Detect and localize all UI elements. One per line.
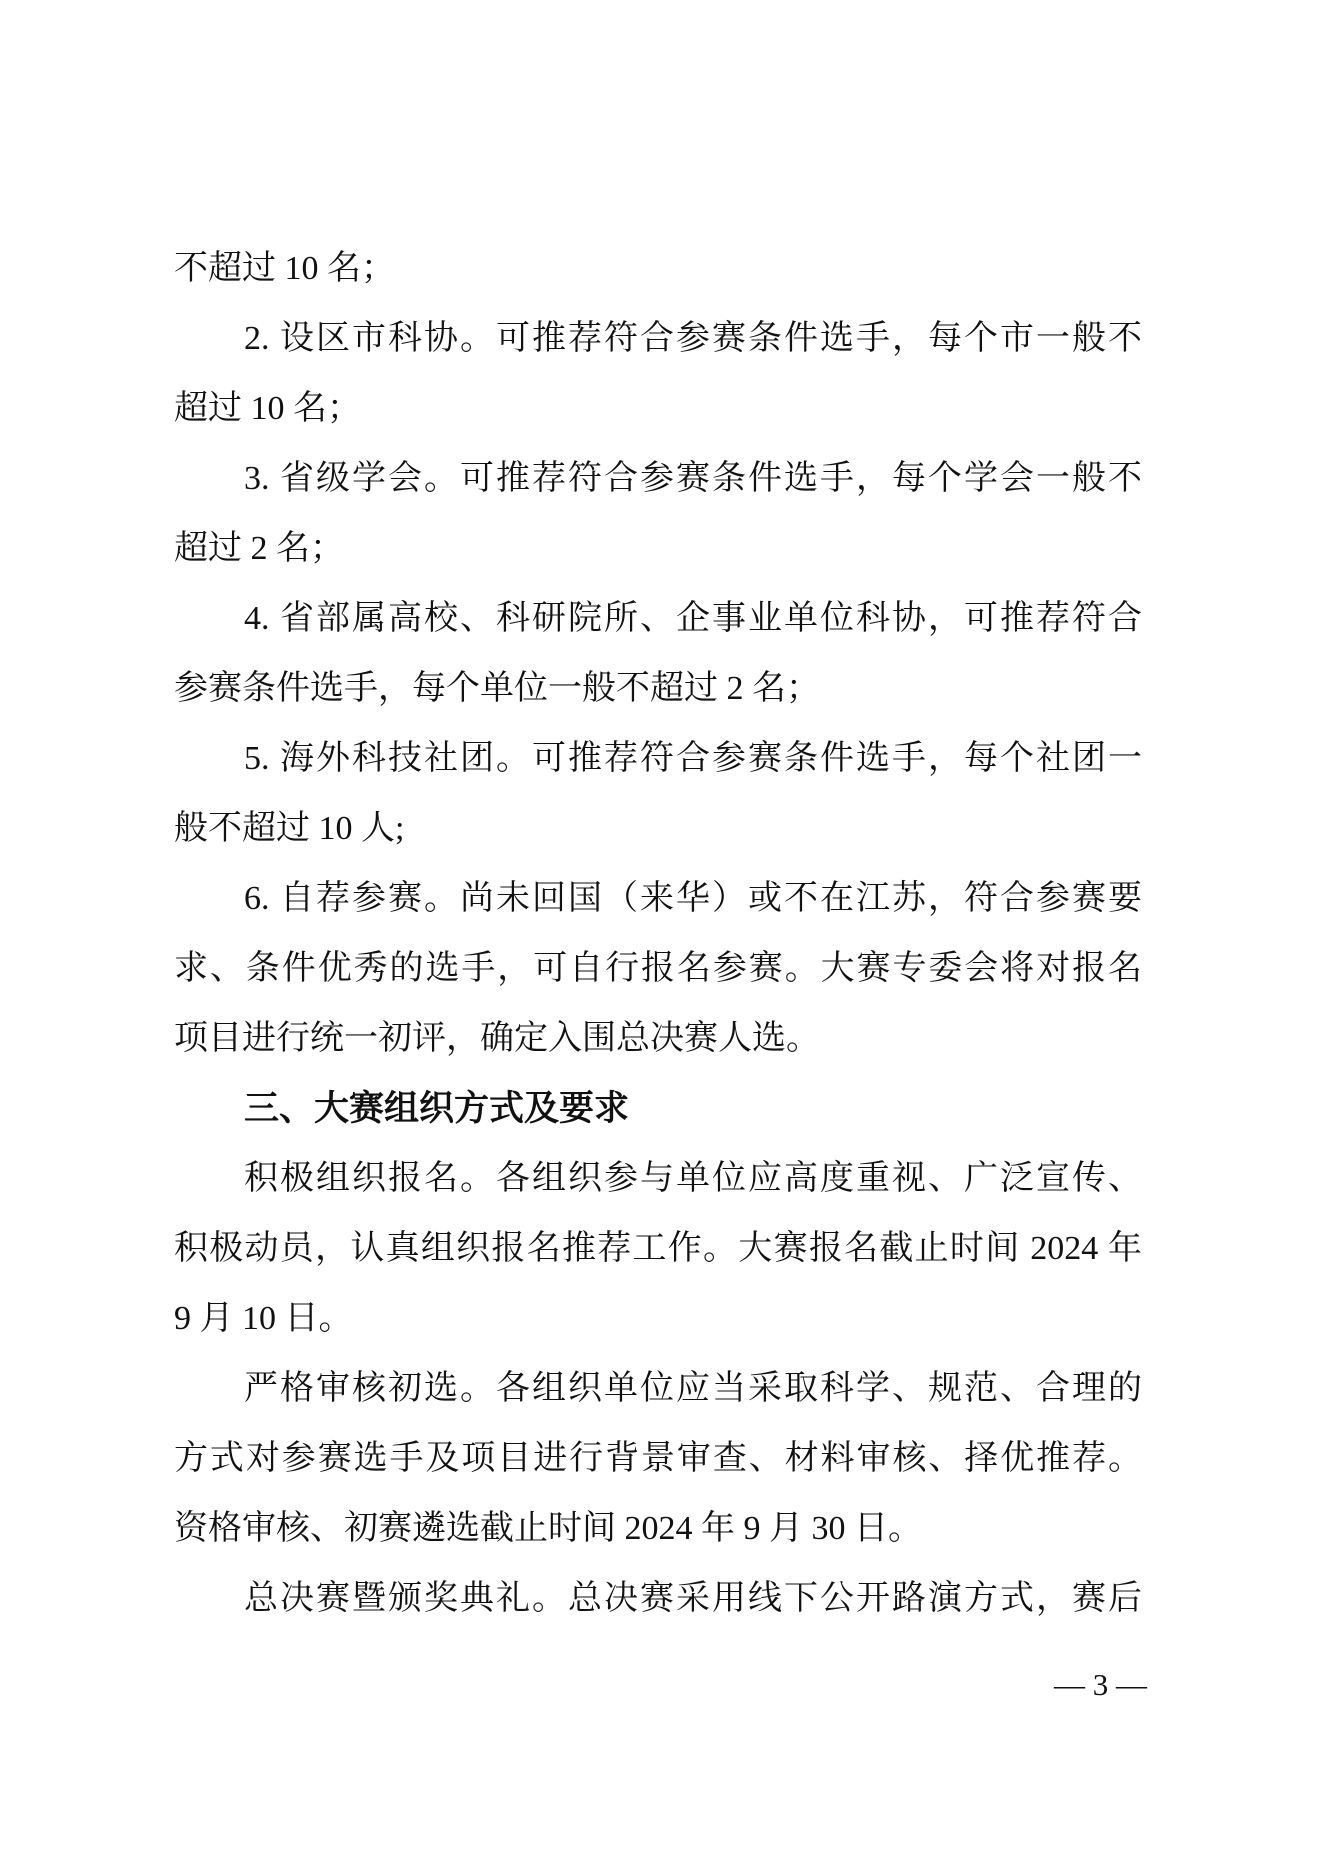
- text-line: 3. 省级学会。可推荐符合参赛条件选手，每个学会一般不: [244, 460, 1142, 497]
- text-line: 6. 自荐参赛。尚未回国（来华）或不在江苏，符合参赛要: [244, 880, 1142, 917]
- document-body: [174, 234, 1142, 1634]
- text-line: 积极动员，认真组织报名推荐工作。大赛报名截止时间 2024 年: [174, 1230, 1142, 1267]
- text-line: 方式对参赛选手及项目进行背景审查、材料审核、择优推荐。: [174, 1440, 1142, 1477]
- text-line: 4. 省部属高校、科研院所、企事业单位科协，可推荐符合: [244, 600, 1142, 637]
- text-line: 般不超过 10 人;: [174, 810, 405, 847]
- text-line: 项目进行统一初评，确定入围总决赛人选。: [174, 1020, 820, 1057]
- text-line: 总决赛暨颁奖典礼。总决赛采用线下公开路演方式，赛后: [244, 1580, 1142, 1617]
- page-number: — 3 —: [1054, 1667, 1147, 1702]
- text-line: 9 月 10 日。: [174, 1300, 353, 1337]
- text-line: 资格审核、初赛遴选截止时间 2024 年 9 月 30 日。: [174, 1510, 922, 1547]
- text-line: 不超过 10 名；: [174, 250, 395, 287]
- text-line: 严格审核初选。各组织单位应当采取科学、规范、合理的: [244, 1370, 1142, 1407]
- text-line: 2. 设区市科协。可推荐符合参赛条件选手，每个市一般不: [244, 320, 1142, 357]
- text-line: 5. 海外科技社团。可推荐符合参赛条件选手，每个社团一: [244, 740, 1142, 777]
- text-line: 求、条件优秀的选手，可自行报名参赛。大赛专委会将对报名: [174, 950, 1142, 987]
- text-line: 参赛条件选手，每个单位一般不超过 2 名；: [174, 670, 820, 707]
- text-line: 超过 10 名；: [174, 390, 361, 427]
- text-line: 积极组织报名。各组织参与单位应高度重视、广泛宣传、: [244, 1160, 1142, 1197]
- section-heading: 三、大赛组织方式及要求: [244, 1089, 630, 1128]
- text-line: 超过 2 名；: [174, 530, 344, 567]
